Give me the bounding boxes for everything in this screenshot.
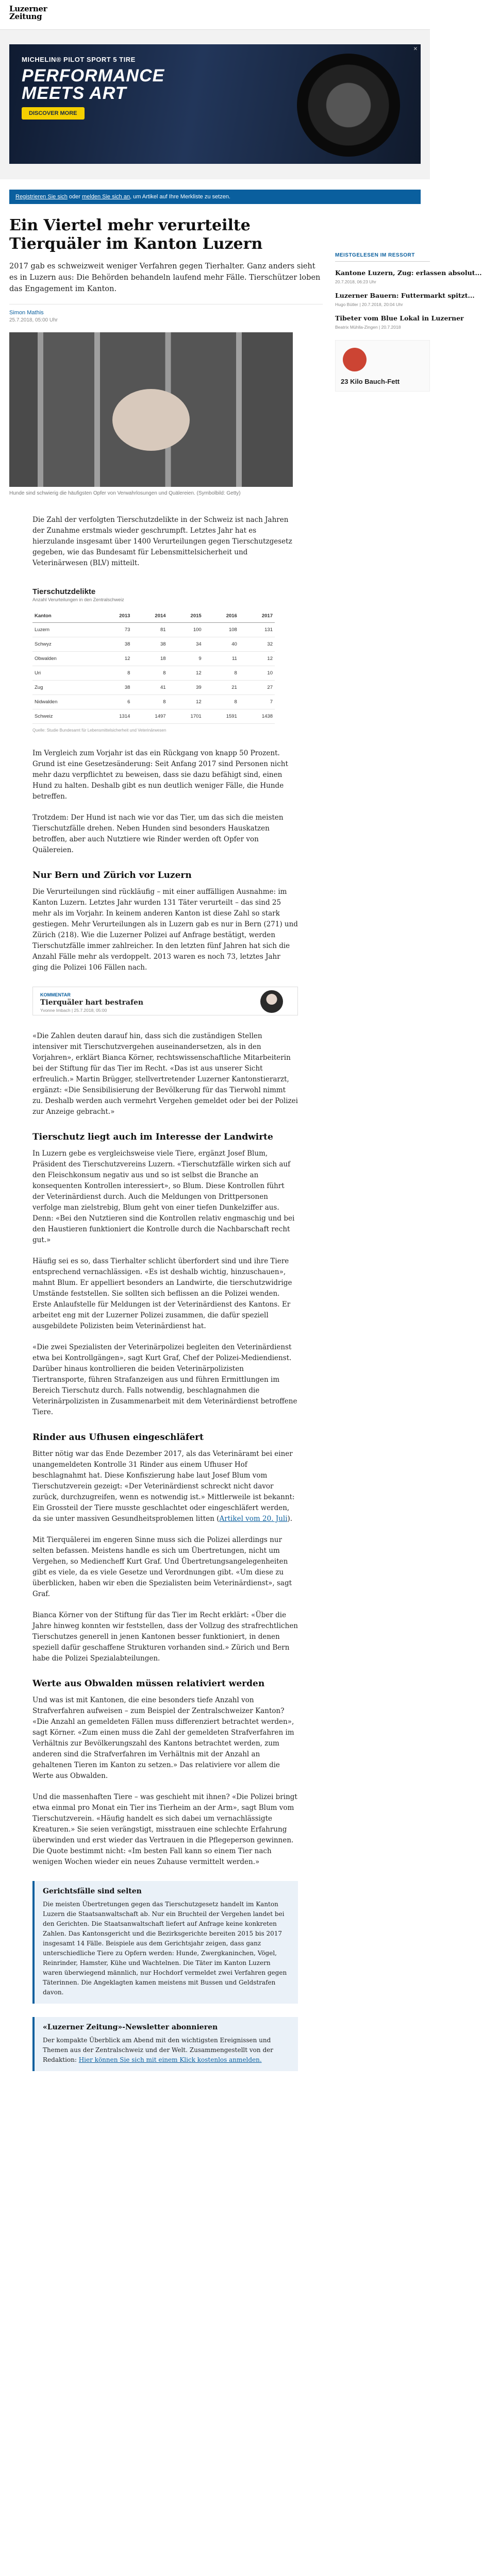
table-cell: 10 (239, 666, 275, 681)
col-header: Kanton (32, 609, 96, 623)
table-cell: 38 (96, 637, 132, 652)
sidebar-item[interactable] (335, 269, 482, 284)
sidebar-item[interactable] (335, 292, 475, 307)
table-cell: 40 (204, 637, 239, 652)
col-header: 2016 (204, 609, 239, 623)
table-cell: 8 (204, 695, 239, 709)
table-cell: 9 (168, 652, 204, 666)
newsletter-box (32, 2017, 298, 2071)
table-cell: 12 (239, 652, 275, 666)
table-cell: 8 (204, 666, 239, 681)
table-cell: 8 (132, 666, 168, 681)
table-row (32, 637, 275, 652)
table-cell: Zug (32, 681, 96, 695)
table-cell: 38 (96, 681, 132, 695)
article-title: Ein Viertel mehr verurteilte Tierquäler im Kanton Luzern (9, 216, 263, 253)
paragraph: Im Vergleich zum Vorjahr ist das ein Rückgang von knapp 50 Prozent. Grund ist eine Gesetzesänderung: Seit Anfang 2017 sind Personen nicht mehr dazu verpflichtet zu beweisen, dass sie dazu befähigt sind, einen Hund zu halten. Deshalb gibt es nun deutlich weniger Fälle, die Hunde betreffen. (32, 749, 288, 801)
info-box-text: Die meisten Übertretungen gegen das Tierschutzgesetz handelt im Kanton Luzern die Staatsanwaltschaft ab. Nur ein Bruchteil der Vergehen landet bei den Gerichten. Die Staatsanwaltschaft liefert auf Anfrage keine konkreten Zahlen. Das Kantonsgericht und die Bezirksgerichte bereiten 2015 bis 2017 insgesamt 14 Fälle. Beispiele aus dem Gerichtsjahr zeigen, dass ganz unterschiedliche Tiere zu Opfern werden: Hunde, Zwergkaninchen, Vögel, Reinrinder, Hamster, Kühe und Wachtelnen. Die Täter im Kanton Luzern waren überwiegend männlich, nur Hochdorf vermeldet zwei Verfahren gegen Täterinnen. Die Angeklagten kamen meistens mit Bussen und Geldstrafen davon. (43, 1901, 287, 1996)
sidebar-item-meta: Beatrix Mühlla-Zingen | 20.7.2018 (335, 325, 401, 330)
paragraph: Trotzdem: Der Hund ist nach wie vor das Tier, um das sich die meisten Tierschutzfälle drehen. Neben Hunden sind besonders Hauskatzen betroffen, aber auch Nutztiere wie Rinder werden oft Opfer von Quälereien. (32, 814, 284, 854)
table-cell: 73 (96, 623, 132, 637)
table-row (32, 652, 275, 666)
table-cell: Obwalden (32, 652, 96, 666)
col-header: 2015 (168, 609, 204, 623)
paragraph: Und was ist mit Kantonen, die eine besonders tiefe Anzahl von Strafverfahren aufweisen – zum Beispiel der Zentralschweizer Kanton? «Die Anzahl an gemeldeten Fällen muss differenziert betrachtet werden», sagt Körner. «Zum einen muss die Zahl der gemeldeten Strafverfahren im Verhältnis zur Bevölkerungszahl des Kantons betrachtet werden, zum anderen sind die Strafverfahren im Verhältnis mit der Anzahl an gehaltenen Tieren im Kanton zu setzen.» Das relativiere vor allem die Werte aus Obwalden. (32, 1696, 294, 1780)
hero-caption: Hunde sind schwierig die häufigsten Opfer von Verwahrlosungen und Quälereien. (Symbolbild: Getty) (9, 490, 241, 496)
section-heading: Rinder aus Ufhusen eingeschläfert (32, 1432, 204, 1443)
info-box-court-cases (32, 1881, 298, 2004)
sidebar-item[interactable] (335, 314, 464, 330)
newsletter-text (43, 2036, 290, 2065)
table-cell: 1314 (96, 709, 132, 724)
article-body (9, 515, 298, 2071)
related-article-link[interactable]: Artikel vom 20. Juli (219, 1515, 288, 1523)
newsletter-title: «Luzerner Zeitung»-Newsletter abonnieren (43, 2023, 218, 2031)
comment-teaser[interactable] (32, 987, 298, 1015)
paragraph-text: Bitter nötig war das Ende Dezember 2017, als das Veterinäramt bei einer unangemeldeten Kontrolle 31 Rinder aus einem Ufhuser Hof beschlagnahmt hat. Diese Konfiszierung habe laut Josef Blum vom Tierschutzverein gezeigt: «Der Veterinärdienst schreckt nicht davor zurück, durchzugreifen, wenn es notwendig ist.» Mittlerweile ist bekannt: Ein Grossteil der Tiere musste geschlachtet oder eingeschläfert werden, da sie unter massiven Gesundheitsproblemen litten ( (32, 1450, 295, 1523)
article (9, 216, 323, 2071)
site-logo[interactable] (9, 5, 421, 21)
animal-image (112, 389, 190, 451)
table-cell: 1497 (132, 709, 168, 724)
newsletter-signup-link[interactable]: Hier können Sie sich mit einem Klick kostenlos anmelden. (78, 2056, 262, 2063)
table-cell: 1591 (204, 709, 239, 724)
ad-close-icon[interactable]: ✕ (413, 46, 418, 52)
table-cell: 8 (132, 695, 168, 709)
notice-or: oder (67, 194, 82, 200)
notice-text: , um Artikel auf Ihre Merkliste zu setzen. (129, 194, 230, 200)
paragraph: «Die zwei Spezialisten der Veterinärpolizei begleiten den Veterinärdienst etwa bei Kontrollgängen», sagt Kurt Graf, Chef der Polizei-Mediendienst. Darüber hinaus kontrollieren die beiden Veterinärpolizisten Tiertransporte, führen Strafanzeigen aus und führen Ermittlungen im Bereich Tierschutz durch. Falls notwendig, beschlagnahmen die Veterinärpolizisten in Zusammenarbeit mit dem Veterinärdienst betroffene Tiere. (32, 1343, 297, 1416)
table-cell: 100 (168, 623, 204, 637)
paragraph: Die Zahl der verfolgten Tierschutzdelikte in der Schweiz ist nach Jahren der Zunahme erstmals wieder geschrumpft. Letztes Jahr hat es hierzulande insgesamt über 1400 Verurteilungen gegen Tierschutzgesetz gegeben, wie das Bundesamt für Lebensmittelsicherheit und Veterinärwesen (BLV) mitteilt. (32, 516, 292, 567)
table-cell: 1438 (239, 709, 275, 724)
table-cell: Uri (32, 666, 96, 681)
table-row (32, 709, 275, 724)
col-header: 2013 (96, 609, 132, 623)
publish-date: 25.7.2018, 05:00 Uhr (9, 317, 58, 323)
table-source: Quelle: Studie Bundesamt für Lebensmittelsicherheit und Veterinärwesen (32, 728, 167, 733)
tire-image (297, 54, 400, 157)
section-heading: Tierschutz liegt auch im Interesse der Landwirte (32, 1132, 273, 1142)
table-cell: 21 (204, 681, 239, 695)
table-cell: 38 (132, 637, 168, 652)
sidebar-ad-title[interactable]: 23 Kilo Bauch-Fett (341, 378, 400, 385)
table-cell: 39 (168, 681, 204, 695)
sidebar-item-meta: Hugo Bütler | 20.7.2018, 20:04 Uhr (335, 302, 403, 307)
table-cell: 8 (96, 666, 132, 681)
paragraph: Und die massenhaften Tiere – was geschieht mit ihnen? «Die Polizei bringt etwa einmal pro Monat ein Tier ins Tierheim an der Arm», sagt Blum vom Tierschutzverein. «Häufig handelt es sich dabei um vernachlässigte Kreaturen.» Sie seien verängstigt, misstrauen eine schlechte Erfahrung überwinden und erst wieder das Vertrauen in die Pflegeperson gewinnen. Die Quote bestimmt nicht: «Im besten Fall kann so einem Tier nach wenigen Wochen wieder ein neues Zuhause vermittelt werden.» (32, 1793, 297, 1866)
table-cell: Luzern (32, 623, 96, 637)
sidebar-item-meta: 20.7.2018, 06:23 Uhr (335, 279, 376, 284)
ad-brand: MICHELIN® PILOT SPORT 5 TIRE (22, 56, 136, 63)
table-cell: 12 (168, 666, 204, 681)
byline (9, 304, 323, 323)
sidebar-item-title[interactable]: Kantone Luzern, Zug: erlassen absolut... (335, 269, 482, 277)
convictions-table (32, 609, 275, 724)
paragraph: «Die Zahlen deuten darauf hin, dass sich die zuständigen Stellen intensiver mit Tierschutzvergehen auseinandersetzen, als in den Vorjahren», erklärt Bianca Körner, rechtswissenschaftliche Mitarbeiterin bei der Stiftung für das Tier im Recht. «Das ist aus unserer Sicht erfreulich.» Martin Brügger, stellvertretender Luzerner Kantonstierarzt, ergänzt: «Die Sensibilisierung der Bevölkerung für das Tierwohl nimmt zu. Deshalb werden auch vermehrt Vergehen gemeldet oder bei der Polizei zur Anzeige gebracht.» (32, 1032, 298, 1116)
table-subtitle: Anzahl Verurteilungen in den Zentralschweiz (32, 597, 124, 602)
ad-title (22, 67, 164, 102)
paragraph: Häufig sei es so, dass Tierhalter schlicht überfordert sind und ihre Tiere entsprechend vernachlässigen. «Es ist deshalb wichtig, hinzuschauen», mahnt Blum. Er appelliert besonders an Landwirte, die tierschutzwidrige Umstände feststellen. Sie sollten sich beflissen an die Polizei wenden. Erste Anlaufstelle für Meldungen ist der Veterinärdienst des Kantons. Er arbeitet eng mit der Luzerner Polizei zusammen, die dafür speziell ausgebildete Polizisten beim Veterinärdienst hat. (32, 1257, 292, 1330)
ad-banner-container (0, 30, 430, 179)
site-header (0, 0, 430, 30)
table-cell: 12 (168, 695, 204, 709)
paragraph (32, 1449, 298, 1524)
ad-banner[interactable] (9, 44, 421, 164)
table-cell: 131 (239, 623, 275, 637)
newsletter-text-body: Der kompakte Überblick am Abend mit den wichtigsten Ereignissen und Themen aus der Zentralschweiz und der Welt. Zusammengestellt von der Redaktion: (43, 2037, 273, 2063)
table-cell: 7 (239, 695, 275, 709)
sidebar-heading: MEISTGELESEN IM RESSORT (335, 252, 430, 262)
table-cell: 6 (96, 695, 132, 709)
paragraph: Die Verurteilungen sind rückläufig – mit einer auffälligen Ausnahme: im Kanton Luzern. Letztes Jahr wurden 131 Täter verurteilt – das sind 25 mehr als im Vorjahr. In keinem anderen Kanton ist diese Zahl so stark gestiegen. Mehr Verurteilungen als in Luzern gab es nur in Bern (271) und Zürich (218). Wie die Luzerner Polizei auf Anfrage bestätigt, werden Tierschutzfälle immer zahlreicher. In den letzten fünf Jahren hat sich die Anzahl Fälle mehr als verdoppelt. 2013 waren es noch 73, letztes Jahr ging die Polizei 106 Fällen nach. (32, 888, 298, 972)
ad-image (343, 348, 367, 371)
paragraph: Mit Tierquälerei im engeren Sinne muss sich die Polizei allerdings nur selten befassen. Meistens handle es sich um Übertretungen, nicht um Vergehen, so Mediencheff Kurt Graf. Und Übertretungsangelegenheiten gibt es viele, da es viele Gesetze und Verordnungen gibt. «Um diese zu überblicken, haben wir eben die Spezialisten beim Veterinärdienst», sagt Graf. (32, 1536, 292, 1598)
ad-title-line-1: PERFORMANCE (22, 66, 165, 86)
sidebar (335, 252, 482, 392)
table-cell: Schwyz (32, 637, 96, 652)
table-cell: 27 (239, 681, 275, 695)
sidebar-ad[interactable] (335, 340, 430, 392)
table-cell: 34 (168, 637, 204, 652)
paragraph: In Luzern gebe es vergleichsweise viele Tiere, ergänzt Josef Blum, Präsident des Tierschutzvereins Luzern. «Tierschutzfälle wirken sich auf den Fleischkonsum negativ aus und so ist selbst die Branche an konsequenten Kontrollen interessiert», so Blum. Diese Kontrollen führt der Veterinärdienst durch. Auch die Meldungen von Drittpersonen verfolge man zielstrebig, Blum geht von einer tiefen Dunkelziffer aus. Denn: «Bei den Nutztieren sind die Kontrollen relativ engmaschig und bei den Haustieren funktioniert die Kontrolle durch die Nachbarschaft recht gut.» (32, 1149, 295, 1244)
section-heading: Werte aus Obwalden müssen relativiert werden (32, 1679, 265, 1689)
author-avatar (260, 990, 283, 1013)
table-cell: Nidwalden (32, 695, 96, 709)
sidebar-item-title[interactable]: Luzerner Bauern: Futtermarkt spitzt... (335, 292, 475, 299)
table-cell: 41 (132, 681, 168, 695)
ad-title-line-2: MEETS ART (22, 83, 127, 103)
col-header: 2014 (132, 609, 168, 623)
bookmark-notice (9, 190, 421, 204)
table-cell: 1701 (168, 709, 204, 724)
table-cell: 81 (132, 623, 168, 637)
hero-image (9, 332, 293, 487)
table-row (32, 681, 275, 695)
sidebar-item-title[interactable]: Tibeter vom Blue Lokal in Luzerner (335, 314, 464, 322)
login-link[interactable]: melden Sie sich an (82, 194, 130, 200)
comment-title[interactable]: Tierquäler hart bestrafen (40, 998, 144, 1007)
table-cell: 18 (132, 652, 168, 666)
table-cell: 108 (204, 623, 239, 637)
comment-meta: Yvonne Imbach | 25.7.2018, 05:00 (40, 1008, 107, 1013)
table-cell: 11 (204, 652, 239, 666)
table-header-row (32, 609, 275, 623)
logo-line-2: Zeitung (9, 12, 42, 21)
table-cell: 32 (239, 637, 275, 652)
table-title: Tierschutzdelikte (32, 587, 96, 596)
paragraph: Bianca Körner von der Stiftung für das Tier im Recht erklärt: «Über die Jahre hinweg konnten wir feststellen, dass der Vollzug des strafrechtlichen Tierschutzes generell in jenen Kantonen besser funktioniert, in denen speziell dafür geschaffene Strukturen vorhanden sind.» Zürich und Bern habe die Polizei Spezialabteilungen. (32, 1611, 298, 1663)
table-cell: Schweiz (32, 709, 96, 724)
info-box-title: Gerichtsfälle sind selten (43, 1887, 142, 1895)
author-link[interactable]: Simon Mathis (9, 310, 44, 316)
table-cell: 12 (96, 652, 132, 666)
table-row (32, 666, 275, 681)
ad-cta-button[interactable]: DISCOVER MORE (22, 107, 85, 120)
table-row (32, 623, 275, 637)
article-lead: 2017 gab es schweizweit weniger Verfahren gegen Tierhalter. Ganz anders sieht es in Luzern aus: Die Behörden behandeln laufend mehr Fälle. Tierschützer loben das Engagement im Kanton. (9, 262, 321, 293)
col-header: 2017 (239, 609, 275, 623)
section-heading: Nur Bern und Zürich vor Luzern (32, 870, 192, 880)
logo-line-1: Luzerner (9, 4, 47, 13)
paragraph-end: ). (287, 1515, 293, 1523)
comment-kicker: KOMMENTAR (40, 992, 71, 997)
register-link[interactable]: Registrieren Sie sich (15, 194, 68, 200)
table-row (32, 695, 275, 709)
